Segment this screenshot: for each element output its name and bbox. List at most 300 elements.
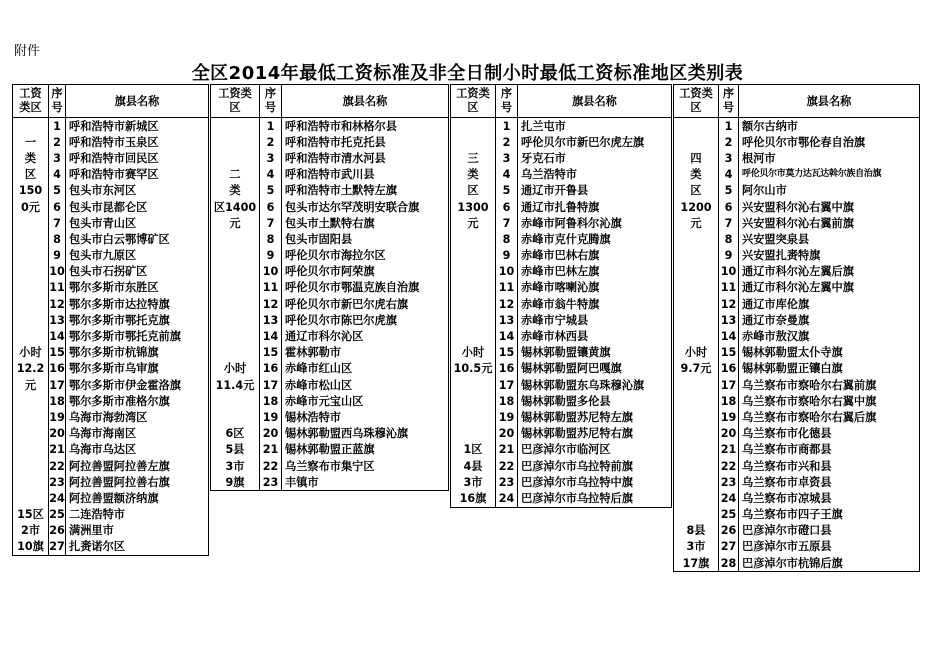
- category-cell: 区: [674, 183, 719, 199]
- table-row: [674, 426, 920, 442]
- table-row: [13, 280, 209, 296]
- header-name: 旗县名称: [66, 85, 209, 118]
- table-row: [674, 393, 920, 409]
- row-number: 26: [49, 524, 65, 538]
- row-number: 12: [260, 296, 282, 312]
- category-cell: [451, 118, 496, 135]
- county-name: 包头市土默特右旗: [282, 215, 449, 231]
- table-row: [674, 474, 920, 490]
- county-name: 巴彦淖尔市乌拉特中旗: [518, 474, 672, 490]
- category-cell: 8县: [674, 523, 719, 539]
- table-row: [451, 134, 672, 150]
- row-number: 8: [49, 231, 66, 247]
- county-name: 鄂尔多斯市东胜区: [66, 280, 209, 296]
- category-cell: [13, 328, 49, 344]
- category-cell: 类: [13, 150, 49, 166]
- county-name: 乌海市海勃湾区: [66, 409, 209, 425]
- row-number: 23: [260, 474, 282, 491]
- category-cell: [211, 150, 260, 166]
- row-number: 18: [49, 394, 65, 408]
- row-number: 6: [49, 199, 66, 215]
- row-number: 6: [719, 199, 739, 215]
- county-name: 通辽市科尔沁左翼后旗: [739, 264, 920, 280]
- category-cell: [211, 264, 260, 280]
- category-cell: [13, 458, 49, 474]
- row-number: 18: [719, 393, 739, 409]
- county-name: 赤峰市翁牛特旗: [518, 296, 672, 312]
- table-row: [13, 199, 209, 215]
- category-cell: [211, 312, 260, 328]
- table-row: [211, 215, 449, 231]
- table-row: [13, 231, 209, 247]
- category-cell: 3市: [211, 458, 260, 474]
- county-name: 通辽市扎鲁特旗: [518, 199, 672, 215]
- row-number: 7: [260, 215, 282, 231]
- row-number: 16: [496, 361, 518, 377]
- category-cell: [451, 377, 496, 393]
- county-name: 巴彦淖尔市磴口县: [739, 523, 920, 539]
- county-name: 巴彦淖尔市杭锦后旗: [739, 555, 920, 572]
- row-number: 3: [496, 150, 518, 166]
- row-number: 3: [49, 150, 66, 166]
- category-cell: [451, 426, 496, 442]
- county-name: 乌兰察布市兴和县: [739, 458, 920, 474]
- table-row: [451, 490, 672, 507]
- table-row: [674, 280, 920, 296]
- county-name: 根河市: [739, 150, 920, 166]
- table-row: [451, 393, 672, 409]
- county-name: 乌兰浩特市: [518, 167, 672, 183]
- table-row: [674, 490, 920, 506]
- header-seq: 序 号: [49, 85, 66, 118]
- row-number: 4: [719, 167, 739, 183]
- table-row: [211, 118, 449, 135]
- row-number: 11: [719, 280, 739, 296]
- row-number: 20: [719, 426, 739, 442]
- county-name: 赤峰市元宝山区: [282, 393, 449, 409]
- category-cell: [674, 231, 719, 247]
- row-number: 16: [719, 361, 739, 377]
- header-cat: 工资类 区: [674, 85, 719, 118]
- row-number: 8: [260, 231, 282, 247]
- row-number: 21: [260, 442, 282, 458]
- category-cell: 10.5元: [451, 361, 496, 377]
- table-row: [13, 377, 209, 393]
- table-row: [451, 361, 672, 377]
- table-row: [674, 150, 920, 166]
- category-cell: [211, 118, 260, 135]
- table-row: [211, 150, 449, 166]
- category-cell: 区: [13, 167, 49, 183]
- county-name: 通辽市开鲁县: [518, 183, 672, 199]
- table-row: [674, 555, 920, 572]
- row-number: 3: [260, 150, 282, 166]
- row-number: 18: [260, 393, 282, 409]
- table-row: [211, 134, 449, 150]
- table-row: [211, 183, 449, 199]
- county-name: 呼和浩特市和林格尔县: [282, 118, 449, 135]
- category-cell: 小时: [211, 361, 260, 377]
- county-name: 呼和浩特市回民区: [66, 150, 209, 166]
- row-number: 5: [260, 183, 282, 199]
- category-cell: [674, 296, 719, 312]
- row-number: 4: [49, 167, 66, 183]
- row-number: 11: [49, 281, 65, 295]
- category-cell: [674, 248, 719, 264]
- row-number: 2: [719, 134, 739, 150]
- county-name: 锡林浩特市: [282, 409, 449, 425]
- category-cell: [451, 393, 496, 409]
- county-name: 阿拉善盟阿拉善左旗: [66, 458, 209, 474]
- county-name: 兴安盟科尔沁右翼中旗: [739, 199, 920, 215]
- table-row: [451, 474, 672, 490]
- header-name: 旗县名称: [739, 85, 920, 118]
- row-number: 18: [496, 393, 518, 409]
- table-row: [211, 328, 449, 344]
- category-cell: [13, 118, 49, 135]
- table-row: [13, 150, 209, 166]
- category-cell: 11.4元: [211, 377, 260, 393]
- county-name: 乌兰察布市察哈尔右翼中旗: [739, 393, 920, 409]
- county-name: 锡林郭勒盟太仆寺旗: [739, 345, 920, 361]
- row-number: 14: [49, 330, 65, 344]
- row-number: 7: [496, 215, 518, 231]
- county-name: 呼伦贝尔市鄂伦春自治旗: [739, 134, 920, 150]
- table-row: [674, 183, 920, 199]
- row-number: 5: [719, 183, 739, 199]
- county-name: 包头市东河区: [66, 183, 209, 199]
- category-cell: [674, 393, 719, 409]
- category-cell: 1区: [451, 442, 496, 458]
- row-number: 9: [260, 248, 282, 264]
- county-name: 呼伦贝尔市陈巴尔虎旗: [282, 312, 449, 328]
- row-number: 24: [719, 490, 739, 506]
- row-number: 6: [496, 199, 518, 215]
- county-name: 锡林郭勒盟正蓝旗: [282, 442, 449, 458]
- category-cell: [674, 280, 719, 296]
- county-name: 包头市青山区: [66, 215, 209, 231]
- category-cell: [13, 280, 49, 296]
- county-name: 额尔古纳市: [739, 118, 920, 135]
- table-row: [451, 199, 672, 215]
- table-row: [451, 426, 672, 442]
- row-number: 21: [49, 443, 65, 457]
- table-row: [13, 393, 209, 409]
- category-cell: [674, 426, 719, 442]
- category-cell: [13, 264, 49, 280]
- table-row: [674, 231, 920, 247]
- table-row: [211, 345, 449, 361]
- row-number: 22: [49, 459, 65, 473]
- category-cell: [451, 328, 496, 344]
- category-cell: [13, 426, 49, 442]
- row-number: 14: [719, 328, 739, 344]
- table-row: [451, 377, 672, 393]
- table-row: [451, 409, 672, 425]
- category-cell: [13, 409, 49, 425]
- table-row: [13, 134, 209, 150]
- county-name: 锡林郭勒盟东乌珠穆沁旗: [518, 377, 672, 393]
- table-row: [13, 167, 209, 183]
- table-row: [211, 199, 449, 215]
- row-number: 23: [49, 475, 65, 489]
- county-name: 鄂尔多斯市鄂托克旗: [66, 312, 209, 328]
- row-number: 28: [719, 555, 739, 572]
- county-name: 锡林郭勒盟阿巴嘎旗: [518, 361, 672, 377]
- row-number: 4: [260, 167, 282, 183]
- category-cell: 元: [211, 215, 260, 231]
- table-row: [211, 296, 449, 312]
- row-number: 10: [49, 265, 65, 279]
- table-row: [674, 312, 920, 328]
- row-number: 23: [719, 474, 739, 490]
- row-number: 9: [49, 248, 66, 264]
- county-name: 乌海市乌达区: [66, 442, 209, 458]
- category-cell: 9旗: [211, 474, 260, 491]
- row-number: 16: [260, 361, 282, 377]
- county-name: 牙克石市: [518, 150, 672, 166]
- category-cell: 类: [451, 167, 496, 183]
- county-name: 乌兰察布市卓资县: [739, 474, 920, 490]
- category-cell: 元: [674, 215, 719, 231]
- county-name: 乌兰察布市四子王旗: [739, 507, 920, 523]
- table-row: [451, 328, 672, 344]
- category-cell: 小时: [674, 345, 719, 361]
- row-number: 21: [719, 442, 739, 458]
- table-row: [211, 248, 449, 264]
- county-name: 包头市达尔罕茂明安联合旗: [282, 199, 449, 215]
- category-cell: [211, 248, 260, 264]
- county-name: 呼伦贝尔市莫力达瓦达斡尔族自治旗: [739, 167, 920, 183]
- table-row: [13, 361, 209, 377]
- county-name: 鄂尔多斯市准格尔旗: [66, 393, 209, 409]
- county-name: 包头市昆都仑区: [66, 199, 209, 215]
- row-number: 15: [496, 345, 518, 361]
- row-number: 22: [496, 458, 518, 474]
- county-name: 通辽市库伦旗: [739, 296, 920, 312]
- county-name: 通辽市科尔沁左翼中旗: [739, 280, 920, 296]
- category-cell: 12.2: [13, 361, 49, 377]
- row-number: 14: [260, 328, 282, 344]
- category-cell: 小时: [451, 345, 496, 361]
- county-name: 满洲里市: [66, 523, 209, 539]
- row-number: 19: [49, 410, 65, 424]
- row-number: 26: [719, 523, 739, 539]
- category-cell: 4县: [451, 458, 496, 474]
- table-row: [211, 312, 449, 328]
- county-name: 呼伦贝尔市海拉尔区: [282, 248, 449, 264]
- category-cell: [13, 490, 49, 506]
- row-number: 8: [496, 231, 518, 247]
- county-name: 赤峰市巴林右旗: [518, 248, 672, 264]
- table-row: [674, 409, 920, 425]
- county-name: 包头市九原区: [66, 248, 209, 264]
- category-cell: [13, 312, 49, 328]
- row-number: 9: [719, 248, 739, 264]
- category-cell: 类: [674, 167, 719, 183]
- county-name: 包头市固阳县: [282, 231, 449, 247]
- county-name: 乌兰察布市商都县: [739, 442, 920, 458]
- table-row: [211, 393, 449, 409]
- table-row: [451, 167, 672, 183]
- county-name: 赤峰市克什克腾旗: [518, 231, 672, 247]
- attachment-label: 附件: [14, 44, 41, 59]
- category-cell: 150: [13, 183, 49, 199]
- county-name: 赤峰市阿鲁科尔沁旗: [518, 215, 672, 231]
- row-number: 27: [719, 539, 739, 555]
- table-row: [211, 409, 449, 425]
- county-name: 丰镇市: [282, 474, 449, 491]
- row-number: 20: [496, 426, 518, 442]
- category-cell: 16旗: [451, 490, 496, 507]
- table-row: [13, 183, 209, 199]
- row-number: 1: [719, 118, 739, 135]
- category-cell: 三: [451, 150, 496, 166]
- category-cell: [13, 474, 49, 490]
- table-row: [13, 458, 209, 474]
- row-number: 5: [49, 183, 66, 199]
- county-name: 兴安盟突泉县: [739, 231, 920, 247]
- row-number: 8: [719, 231, 739, 247]
- table-row: [451, 118, 672, 135]
- row-number: 16: [49, 362, 65, 376]
- table-row: [451, 248, 672, 264]
- category-cell: 一: [13, 134, 49, 150]
- county-name: 兴安盟科尔沁右翼前旗: [739, 215, 920, 231]
- row-number: 19: [496, 409, 518, 425]
- category-cell: [211, 296, 260, 312]
- row-number: 11: [496, 280, 518, 296]
- table-row: [451, 312, 672, 328]
- county-name: 巴彦淖尔市五原县: [739, 539, 920, 555]
- category-cell: [211, 231, 260, 247]
- table-row: [211, 280, 449, 296]
- table-row: [13, 426, 209, 442]
- table-row: [451, 458, 672, 474]
- county-name: 赤峰市红山区: [282, 361, 449, 377]
- table-row: [13, 539, 209, 556]
- category-cell: [674, 312, 719, 328]
- county-name: 赤峰市敖汉旗: [739, 328, 920, 344]
- county-name: 扎兰屯市: [518, 118, 672, 135]
- table-row: [211, 458, 449, 474]
- county-name: 呼和浩特市赛罕区: [66, 167, 209, 183]
- table-row: [451, 183, 672, 199]
- category-cell: 0元: [13, 199, 49, 215]
- category-cell: [211, 134, 260, 150]
- row-number: 22: [260, 458, 282, 474]
- table-row: [674, 199, 920, 215]
- county-name: 呼伦贝尔市阿荣旗: [282, 264, 449, 280]
- county-name: 锡林郭勒盟正镶白旗: [739, 361, 920, 377]
- county-name: 锡林郭勒盟苏尼特右旗: [518, 426, 672, 442]
- row-number: 13: [496, 312, 518, 328]
- county-name: 呼伦贝尔市新巴尔虎左旗: [518, 134, 672, 150]
- row-number: 15: [719, 345, 739, 361]
- county-name: 乌兰察布市察哈尔右翼后旗: [739, 409, 920, 425]
- table-row: [211, 474, 449, 491]
- row-number: 9: [496, 248, 518, 264]
- county-name: 阿尔山市: [739, 183, 920, 199]
- category-cell: [451, 134, 496, 150]
- row-number: 12: [49, 297, 65, 311]
- category-cell: [451, 264, 496, 280]
- county-name: 鄂尔多斯市伊金霍洛旗: [66, 377, 209, 393]
- header-cat: 工资类 区: [451, 85, 496, 118]
- county-name: 赤峰市宁城县: [518, 312, 672, 328]
- county-name: 鄂尔多斯市杭锦旗: [66, 345, 209, 361]
- row-number: 27: [49, 539, 66, 556]
- category-cell: 类: [211, 183, 260, 199]
- category-cell: [674, 264, 719, 280]
- category-table-4: [673, 84, 920, 572]
- category-cell: [13, 442, 49, 458]
- category-cell: 3市: [451, 474, 496, 490]
- category-cell: 6区: [211, 426, 260, 442]
- category-cell: 10旗: [13, 539, 49, 556]
- county-name: 霍林郭勒市: [282, 345, 449, 361]
- county-name: 通辽市奈曼旗: [739, 312, 920, 328]
- category-cell: [674, 458, 719, 474]
- row-number: 13: [260, 312, 282, 328]
- row-number: 4: [496, 167, 518, 183]
- category-cell: [211, 345, 260, 361]
- row-number: 1: [49, 118, 66, 135]
- category-cell: [13, 231, 49, 247]
- table-row: [211, 361, 449, 377]
- row-number: 15: [260, 345, 282, 361]
- county-name: 呼伦贝尔市新巴尔虎右旗: [282, 296, 449, 312]
- category-cell: [13, 393, 49, 409]
- table-row: [13, 328, 209, 344]
- row-number: 1: [496, 118, 518, 135]
- category-cell: 2市: [13, 523, 49, 539]
- row-number: 6: [260, 199, 282, 215]
- category-cell: [674, 409, 719, 425]
- table-row: [13, 118, 209, 135]
- category-table-1: [12, 84, 209, 556]
- table-row: [13, 215, 209, 231]
- category-cell: [451, 312, 496, 328]
- county-name: 乌海市海南区: [66, 426, 209, 442]
- county-name: 赤峰市巴林左旗: [518, 264, 672, 280]
- category-cell: [211, 393, 260, 409]
- county-name: 呼和浩特市托克托县: [282, 134, 449, 150]
- table-row: [674, 507, 920, 523]
- category-cell: 元: [13, 377, 49, 393]
- category-cell: 9.7元: [674, 361, 719, 377]
- county-name: 赤峰市喀喇沁旗: [518, 280, 672, 296]
- row-number: 17: [496, 377, 518, 393]
- row-number: 2: [496, 134, 518, 150]
- row-number: 11: [260, 280, 282, 296]
- table-row: [13, 409, 209, 425]
- row-number: 3: [719, 150, 739, 166]
- category-cell: [13, 248, 49, 264]
- category-cell: [674, 507, 719, 523]
- header-name: 旗县名称: [282, 85, 449, 118]
- category-cell: [674, 328, 719, 344]
- table-row: [211, 231, 449, 247]
- category-cell: 元: [451, 215, 496, 231]
- category-cell: [674, 442, 719, 458]
- county-name: 扎赉诺尔区: [66, 539, 209, 556]
- category-cell: 1300: [451, 199, 496, 215]
- category-cell: [451, 231, 496, 247]
- header-cat: 工资类 区: [211, 85, 260, 118]
- row-number: 22: [719, 458, 739, 474]
- county-name: 赤峰市松山区: [282, 377, 449, 393]
